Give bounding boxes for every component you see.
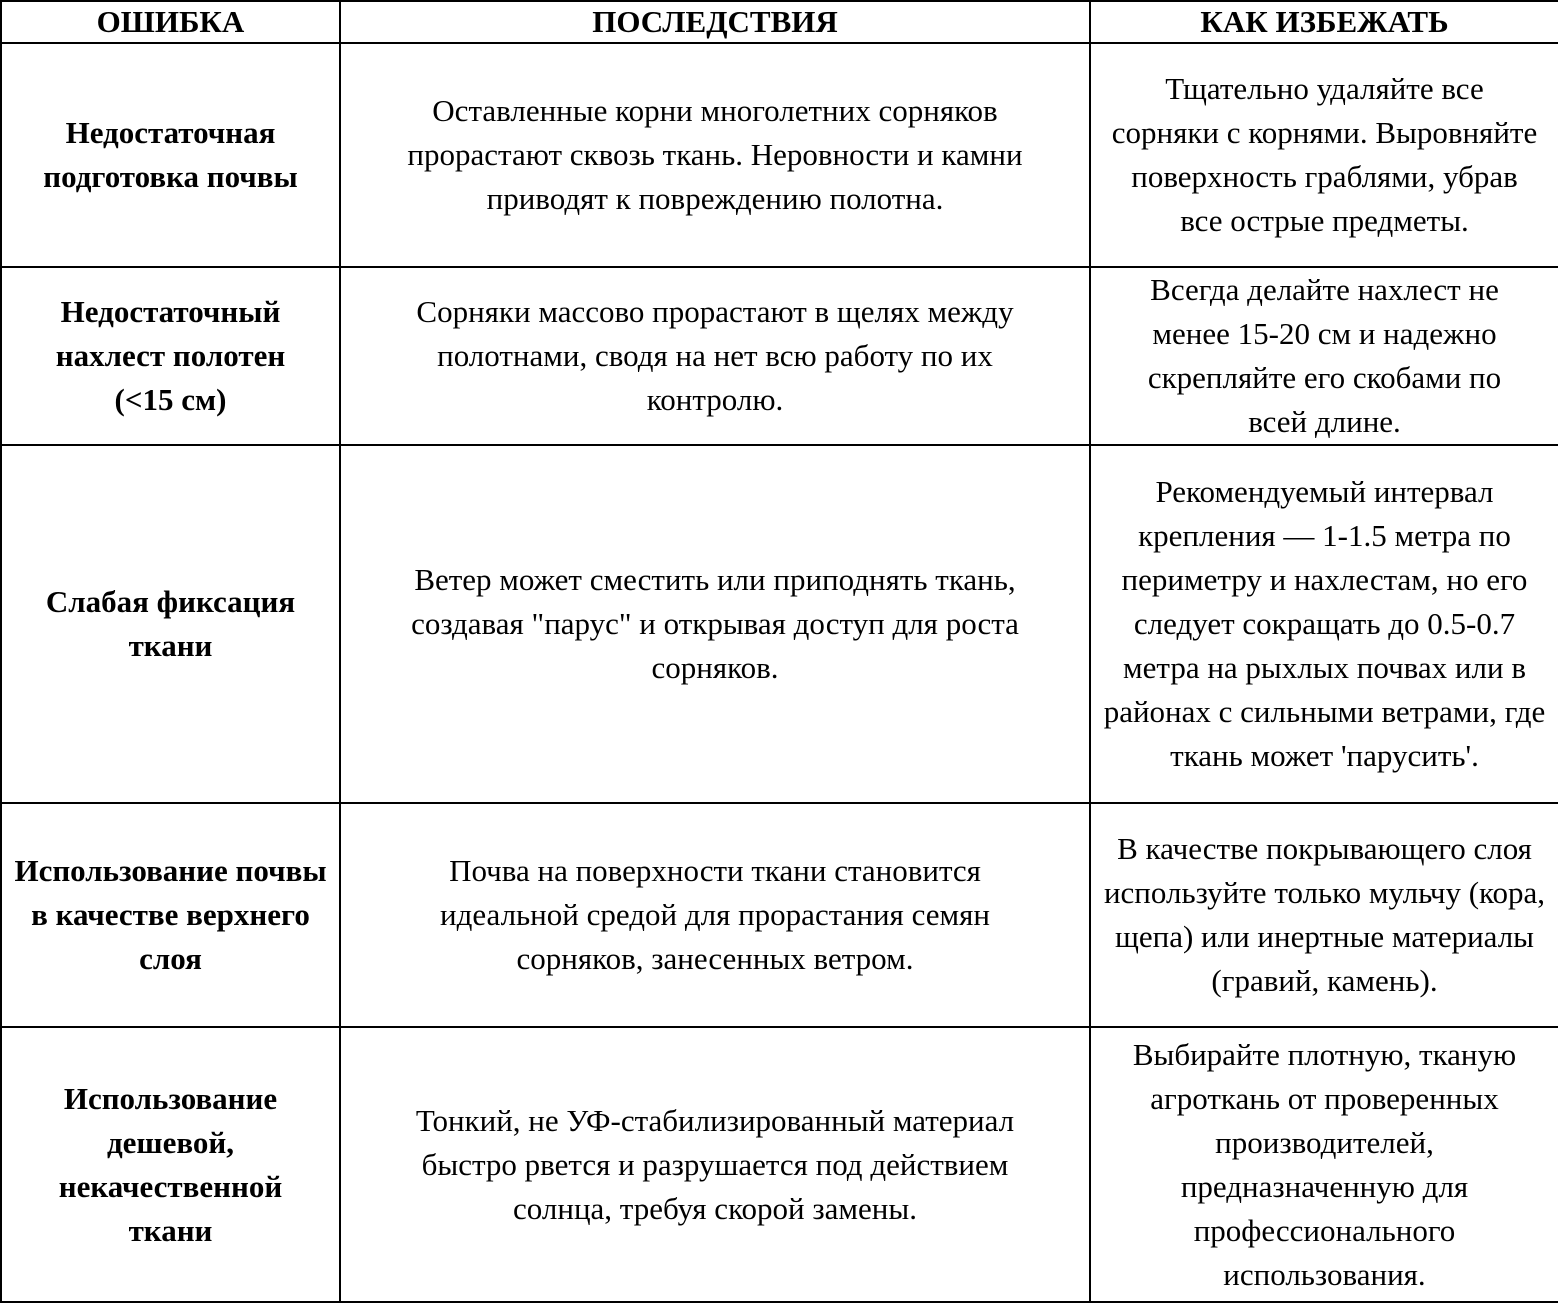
header-consequence: ПОСЛЕДСТВИЯ	[340, 1, 1090, 43]
consequence-cell	[340, 43, 1090, 267]
table-row	[1, 267, 1558, 445]
avoid-cell	[1090, 803, 1558, 1027]
avoid-text: Тщательно удаляйте все сорняки с корнями. Выровняйте поверхность граблями, убрав все острые предметы.	[1111, 71, 1538, 238]
table-row	[1, 803, 1558, 1027]
consequence-cell	[340, 267, 1090, 445]
avoid-cell	[1090, 445, 1558, 803]
error-text: Использование дешевой, некачественной ткани	[58, 1080, 283, 1248]
error-cell	[1, 1027, 340, 1302]
consequence-text: Сорняки массово прорастают в щелях между полотнами, сводя на нет всю работу по их контролю.	[416, 294, 1014, 417]
avoid-text: Всегда делайте нахлест не менее 15-20 см и надежно скрепляйте его скобами по всей длине.	[1147, 272, 1502, 439]
avoid-text: В качестве покрывающего слоя используйте только мульчу (кора, щепа) или инертные материалы (гравий, камень).	[1103, 831, 1546, 998]
avoid-text: Выбирайте плотную, тканую агроткань от проверенных производителей, предназначенную для профессионального использования.	[1132, 1036, 1517, 1292]
error-cell	[1, 43, 340, 267]
error-text: Использование почвы в качестве верхнего слоя	[14, 853, 327, 976]
header-error: ОШИБКА	[1, 1, 340, 43]
consequence-text: Почва на поверхности ткани становится идеальной средой для прорастания семян сорняков, занесенных ветром.	[440, 853, 990, 976]
consequence-cell	[340, 445, 1090, 803]
error-cell	[1, 267, 340, 445]
table-row	[1, 445, 1558, 803]
avoid-cell	[1090, 1027, 1558, 1302]
consequence-text: Ветер может сместить или приподнять ткань, создавая "парус" и открывая доступ для роста сорняков.	[411, 562, 1019, 685]
error-text: Слабая фиксация ткани	[45, 584, 296, 663]
table-row	[1, 1027, 1558, 1302]
error-text: Недостаточный нахлест полотен (<15 см)	[55, 294, 286, 417]
consequence-cell	[340, 803, 1090, 1027]
error-text: Недостаточная подготовка почвы	[43, 115, 298, 194]
avoid-text: Рекомендуемый интервал крепления — 1-1.5 метра по периметру и нахлестам, но его следует сокращать до 0.5-0.7 метра на рыхлых почвах или в районах с сильными ветрами, где ткань может 'парусить'.	[1103, 474, 1546, 773]
header-avoid: КАК ИЗБЕЖАТЬ	[1090, 1, 1558, 43]
error-cell	[1, 803, 340, 1027]
table-header-row	[1, 1, 1558, 43]
avoid-cell	[1090, 43, 1558, 267]
avoid-cell	[1090, 267, 1558, 445]
consequence-text: Тонкий, не УФ-стабилизированный материал быстро рвется и разрушается под действием солнца, требуя скорой замены.	[415, 1102, 1015, 1226]
table-row	[1, 43, 1558, 267]
error-cell	[1, 445, 340, 803]
consequence-cell	[340, 1027, 1090, 1302]
consequence-text: Оставленные корни многолетних сорняков прорастают сквозь ткань. Неровности и камни приводят к повреждению полотна.	[407, 93, 1023, 216]
